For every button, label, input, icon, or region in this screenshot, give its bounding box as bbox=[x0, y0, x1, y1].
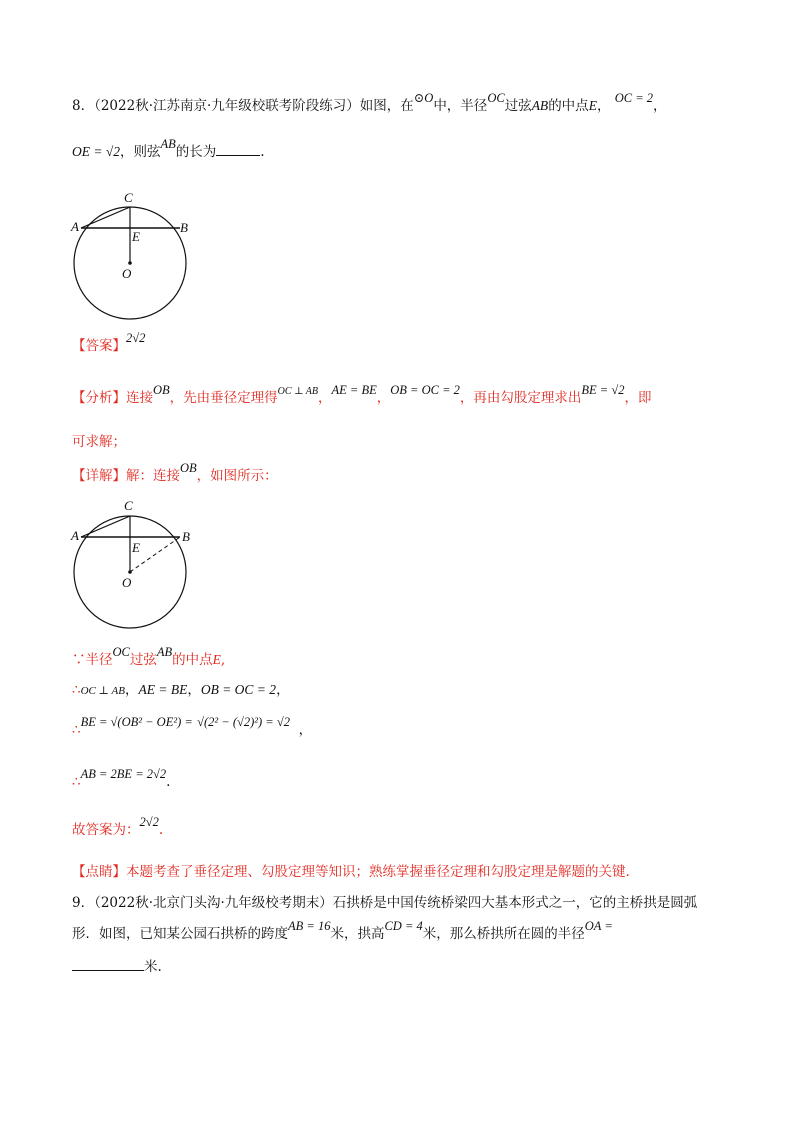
comment-text: 本题考查了垂径定理、勾股定理等知识；熟练掌握垂径定理和勾股定理是解题的关键. bbox=[126, 864, 630, 880]
q8-ab: AB bbox=[531, 98, 549, 113]
q9-source: （2022秋·北京门头沟·九年级校考期末） bbox=[94, 895, 333, 911]
step-3 bbox=[72, 715, 313, 740]
label-e: E bbox=[132, 540, 140, 555]
label-o: O bbox=[122, 266, 132, 281]
step-2 bbox=[72, 680, 290, 701]
analysis-ob: OB bbox=[153, 383, 170, 397]
answer-line bbox=[72, 331, 146, 356]
step-perp: OC ⊥ AB bbox=[80, 685, 125, 697]
q9-number: 9． bbox=[72, 895, 95, 911]
label-e: E bbox=[132, 229, 140, 244]
final-text: 故答案为： bbox=[72, 822, 140, 838]
final-value: 2√2 bbox=[139, 815, 159, 829]
step-1 bbox=[72, 645, 226, 670]
detail-text: ，如图所示： bbox=[196, 468, 278, 484]
q8-text: ，则弦 bbox=[120, 144, 161, 160]
therefore-symbol: ∴ bbox=[72, 774, 81, 790]
q8-e: E bbox=[588, 98, 597, 113]
step-be-formula: BE = √(OB² − OE²) = bbox=[80, 715, 193, 729]
analysis-text: ，先由垂径定理得 bbox=[169, 390, 278, 406]
analysis-text: ，再由勾股定理求出 bbox=[459, 390, 582, 406]
final-line bbox=[72, 815, 164, 840]
step-e: E bbox=[212, 652, 221, 667]
analysis-line-1 bbox=[72, 383, 652, 410]
answer-tag: 【答案】 bbox=[72, 338, 126, 354]
q8-line-2 bbox=[72, 137, 265, 162]
answer-value: 2√2 bbox=[126, 331, 146, 345]
step-text: ， bbox=[276, 682, 290, 698]
analysis-text: ， bbox=[318, 390, 332, 406]
label-b: B bbox=[182, 529, 190, 544]
q8-text: ， bbox=[596, 98, 611, 114]
q8-line-1 bbox=[72, 91, 667, 116]
therefore-symbol: ∴ bbox=[72, 722, 81, 738]
label-o: O bbox=[122, 575, 132, 590]
step-text: ， bbox=[124, 682, 139, 698]
q8-text: . bbox=[260, 144, 265, 160]
q9-line-2 bbox=[72, 919, 613, 944]
q8-text: 的中点 bbox=[548, 98, 589, 114]
q9-cd: CD = 4 bbox=[384, 919, 423, 933]
step-text: . bbox=[166, 774, 171, 790]
q8-oc: OC bbox=[487, 91, 505, 105]
figure-2 bbox=[68, 494, 198, 636]
step-4 bbox=[72, 767, 171, 792]
center-point bbox=[128, 570, 132, 574]
q8-text: 过弦 bbox=[504, 98, 532, 114]
step-text: 的中点 bbox=[172, 652, 213, 668]
q9-line-1 bbox=[72, 893, 697, 913]
q8-number: 8． bbox=[72, 98, 95, 114]
q9-text: 米，拱高 bbox=[330, 926, 385, 942]
q9-text: 石拱桥是中国传统桥梁四大基本形式之一，它的主桥拱是圆弧 bbox=[332, 895, 698, 911]
label-a: A bbox=[71, 528, 79, 543]
q8-ab2: AB bbox=[160, 137, 176, 151]
q8-text: 中，半径 bbox=[433, 98, 488, 114]
therefore-symbol: ∴ bbox=[72, 682, 81, 698]
final-text: . bbox=[158, 822, 164, 838]
step-text: 半径 bbox=[85, 652, 113, 668]
q9-ab: AB = 16 bbox=[288, 919, 331, 933]
step-text: ， bbox=[298, 722, 313, 738]
analysis-be: BE = √2 bbox=[581, 383, 625, 397]
q9-text: 米. bbox=[144, 959, 162, 975]
step-ab: AB bbox=[156, 645, 173, 659]
step-oc: OC bbox=[112, 645, 130, 659]
analysis-line-2 bbox=[72, 432, 126, 452]
q9-text: 形．如图，已知某公园石拱桥的跨度 bbox=[72, 926, 288, 942]
analysis-tag: 【分析】 bbox=[72, 390, 126, 406]
comment-line bbox=[72, 862, 630, 882]
because-symbol: ∵ bbox=[72, 652, 86, 668]
segment-ac bbox=[81, 516, 130, 537]
step-text: ， bbox=[187, 682, 201, 698]
detail-ob: OB bbox=[180, 461, 197, 475]
q8-source: （2022秋·江苏南京·九年级校联考阶段练习） bbox=[94, 98, 360, 114]
q8-circle-symbol: ⊙O bbox=[413, 91, 434, 105]
step-ae: AE = BE bbox=[138, 682, 188, 697]
label-c: C bbox=[124, 498, 133, 513]
figure-1 bbox=[68, 188, 198, 328]
step-be-value: √(2² − (√2)²) = √2 bbox=[197, 715, 290, 729]
analysis-perp: OC ⊥ AB bbox=[277, 386, 319, 397]
analysis-text: ，即 bbox=[624, 390, 652, 406]
detail-text: 解：连接 bbox=[126, 468, 180, 484]
detail-tag: 【详解】 bbox=[72, 468, 126, 484]
q8-text: ， bbox=[653, 98, 667, 114]
step-text: , bbox=[220, 652, 226, 668]
step-ab-value: AB = 2BE = 2√2 bbox=[80, 767, 167, 781]
q9-text: 米，那么桥拱所在圆的半径 bbox=[422, 926, 585, 942]
q8-answer-blank bbox=[216, 155, 260, 156]
q8-text: 的长为 bbox=[175, 144, 217, 160]
step-text: 过弦 bbox=[129, 652, 157, 668]
detail-line bbox=[72, 461, 278, 486]
step-obc: OB = OC = 2 bbox=[200, 682, 277, 697]
comment-tag: 【点睛】 bbox=[72, 864, 126, 880]
segment-ac bbox=[81, 207, 130, 228]
analysis-obc: OB = OC = 2 bbox=[390, 383, 460, 397]
center-point bbox=[128, 261, 132, 265]
analysis-ae: AE = BE bbox=[331, 383, 377, 397]
q8-oc-eq: OC = 2 bbox=[614, 91, 654, 105]
analysis-text: 可求解； bbox=[72, 434, 126, 450]
q9-oa: OA = bbox=[584, 919, 613, 933]
q8-oe-eq: OE = √2 bbox=[72, 144, 121, 159]
label-a: A bbox=[71, 219, 79, 234]
analysis-text: 连接 bbox=[126, 390, 153, 406]
analysis-text: ， bbox=[376, 390, 391, 406]
q9-line-3 bbox=[72, 957, 162, 977]
q8-text: 如图，在 bbox=[359, 98, 414, 114]
label-c: C bbox=[124, 190, 133, 205]
q9-answer-blank bbox=[72, 970, 144, 971]
label-b: B bbox=[180, 220, 188, 235]
